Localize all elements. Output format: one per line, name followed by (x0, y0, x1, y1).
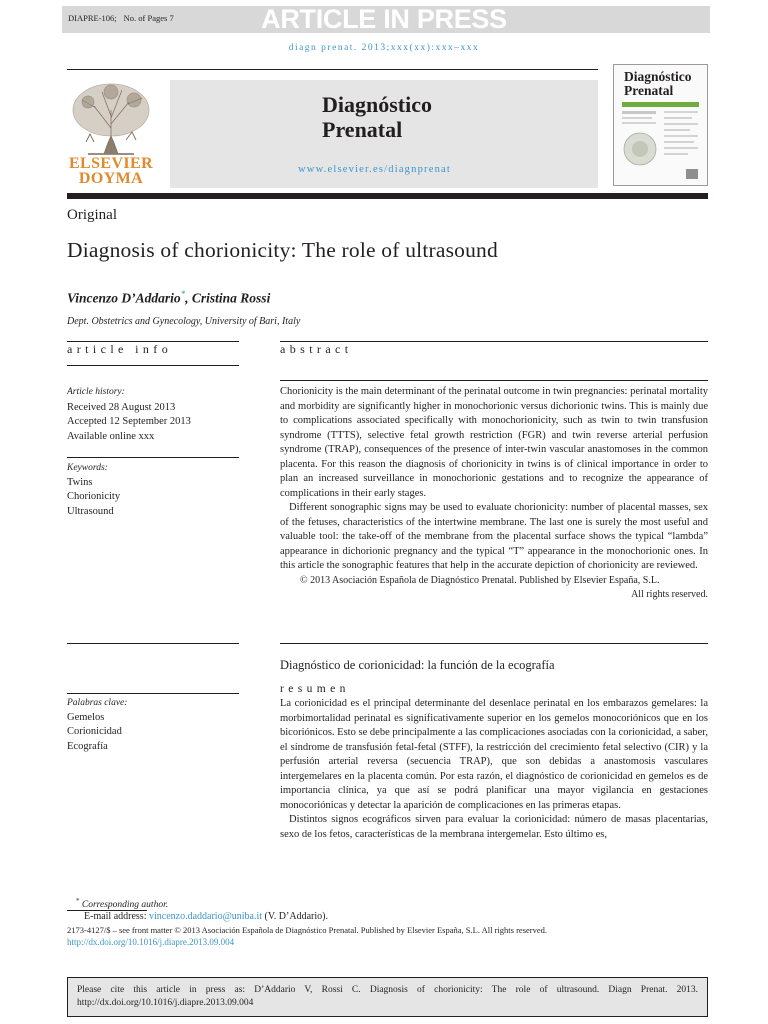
footnote-mark: * (76, 897, 80, 905)
article-title: Diagnosis of chorionicity: The role of ultrasound (67, 238, 498, 262)
keywords-rule (67, 457, 239, 458)
author-separator: , (185, 290, 192, 306)
journal-reference: diagn prenat. 2013;xxx(xx):xxx–xxx (288, 43, 480, 53)
journal-url-link[interactable]: www.elsevier.es/diagnprenat (298, 164, 452, 175)
cover-illustration (620, 111, 702, 183)
article-section-label: Original (67, 207, 117, 223)
publisher-line-2: DOYMA (78, 170, 144, 187)
article-history-list (67, 401, 191, 444)
journal-title-line-2: Prenatal (322, 117, 403, 142)
cover-color-band (622, 102, 699, 107)
abstract-bottom-rule (280, 643, 708, 644)
abstract-paragraph: Chorionicity is the main determinant of the perinatal outcome in twin pregnancies: perinatal mortality and morbidity are significantly higher in monochorionic versus dichorionic twins. This is mainly due to complications associated specifically with monochorionicity, such as twin to twin transfusion syndrome (TTTS), selective fetal growth restriction (FGR) and twin reverse arterial perfusion syndrome (TRAP), consequences of the presence of inter-twin vascular anastomoses in the common placenta. For this reason the diagnosis of chorionicity in twins is of clinical importance in order to plan an increased surveillance in monochorionic gestations and to recognize the appearance of complications in their early stages. (280, 386, 708, 499)
citation-box (67, 977, 708, 1017)
email-suffix: (V. D’Addario). (262, 911, 328, 922)
citation-text: Please cite this article in press as: D’Addario V, Rossi C. Diagnosis of chorionicity: The role of ultrasound. Diagn Prenat. 2013. http://dx.doi.org/10.1016/j.diapre.2013.09.004 (77, 985, 698, 1008)
email-line (84, 911, 328, 922)
abstract-paragraph: Different sonographic signs may be used to evaluate chorionicity: number of placental masses, sex of the fetuses, characteristics of the intertwine membrane. The last one is surely the most useful and valuable tool: the take-off of the membrane from the placental surface shows the typical “lambda” appearance in dichorionic pregnancy and the typical “T” appearance in the monochorionic ones. In this article the sonographic features that help in the accurate depiction of chorionicity are reviewed. (280, 502, 708, 571)
palabra-clave-item: Gemelos (67, 712, 105, 723)
keyword-item: Ultrasound (67, 505, 114, 517)
abstract-body (280, 385, 708, 603)
corresponding-label: Corresponding author. (81, 900, 169, 911)
palabras-clave-list (67, 711, 122, 754)
journal-cover-thumbnail (613, 64, 708, 186)
publisher-wordmark (66, 156, 156, 186)
article-in-press-banner: ARTICLE IN PRESS (261, 4, 507, 34)
journal-title-line-1: Diagnóstico (322, 92, 432, 117)
corresponding-author-mark[interactable]: * (180, 289, 186, 299)
author-name[interactable]: Vincenzo D’Addario (67, 290, 181, 306)
article-info-heading-rule (67, 365, 239, 366)
abstract-heading-rule (280, 380, 708, 381)
copyright-line: © 2013 Asociación Española de Diagnóstico Prenatal. Published by Elsevier España, S.L. (300, 574, 660, 586)
doi-link[interactable]: http://dx.doi.org/10.1016/j.diapre.2013.09.004 (67, 937, 235, 947)
palabras-clave-label: Palabras clave: (67, 698, 128, 708)
resumen-body (280, 697, 708, 842)
author-name[interactable]: Cristina Rossi (191, 290, 271, 306)
article-history-label: Article history: (67, 387, 125, 397)
journal-title (322, 92, 432, 142)
issn-line: 2173-4127/$ – see front matter © 2013 Asociación Española de Diagnóstico Prenatal. Published by Elsevier España, S.L. All rights reserved. (67, 925, 547, 935)
author-affiliation: Dept. Obstetrics and Gynecology, University of Bari, Italy (67, 316, 301, 327)
cover-title-line-1: Diagnóstico (624, 69, 692, 84)
email-label: E-mail address: (84, 911, 149, 922)
palabras-clave-rule (67, 693, 239, 694)
history-accepted: Accepted 12 September 2013 (67, 416, 191, 428)
abstract-heading: abstract (280, 342, 353, 356)
resumen-paragraph: Distintos signos ecográficos sirven para evaluar la corionicidad: número de masas placentarias, sexo de los fetos, características de la membrana intergemelar. Esto último es, (280, 814, 708, 840)
history-received: Received 28 August 2013 (67, 402, 176, 413)
history-online: Available online xxx (67, 430, 155, 442)
keyword-item: Twins (67, 477, 93, 488)
rights-reserved: All rights reserved. (631, 589, 708, 600)
keywords-list (67, 476, 120, 519)
masthead-bottom-rule (67, 193, 708, 199)
palabra-clave-item: Ecografía (67, 740, 108, 752)
resumen-heading: resumen (280, 683, 350, 695)
palabra-clave-item: Corionicidad (67, 726, 122, 738)
article-info-heading: article info (67, 342, 173, 356)
resumen-paragraph: La corionicidad es el principal determinante del desenlace perinatal en los embarazos gemelares: la morbimortalidad perinatal es significativamente superior en los gemelos monocoriónicos que en los bicoriónicos. Esto se debe principalmente a las complicaciones asociadas con la corionicidad, a saber, el síndrome de transfusión fetal-fetal (STFF), la restricción del crecimiento fetal selectivo (CIR) y la perfusión arterial reversa (secuencia TRAP), que son debidas a anastomosis vasculares intergemelares en la placenta común. Por esta razón, el diagnóstico de corionicidad en gemelos es de importancia clínica, ya que así se podrá planificar una mayor vigilancia en gestaciones monocoriónicas y detectar la aparición de complicaciones en las primeras etapas. (280, 698, 708, 811)
masthead-top-rule (67, 69, 598, 70)
corresponding-author-note (76, 897, 168, 910)
keyword-item: Chorionicity (67, 491, 121, 503)
spanish-title: Diagnóstico de corionicidad: la función de la ecografía (280, 658, 555, 672)
publisher-line-1: ELSEVIER (68, 155, 154, 172)
doc-id-label: DIAPRE-106; (68, 13, 117, 23)
cover-title-line-2: Prenatal (624, 83, 674, 98)
left-column-separator (67, 643, 239, 644)
page-count: No. of Pages 7 (123, 13, 174, 23)
author-list (67, 289, 270, 307)
keywords-label: Keywords: (67, 463, 108, 473)
email-link[interactable]: vincenzo.daddario@uniba.it (148, 911, 263, 922)
cover-title (624, 70, 692, 98)
